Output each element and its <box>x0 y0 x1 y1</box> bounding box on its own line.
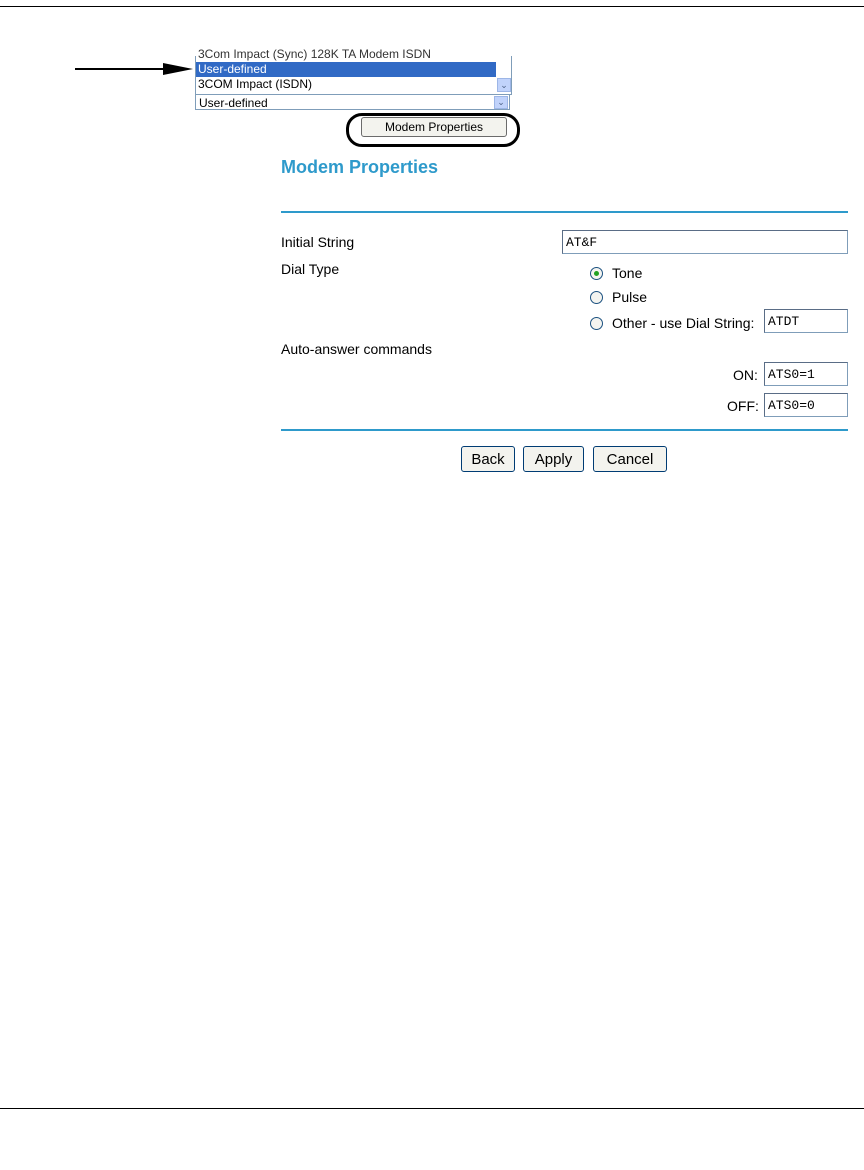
list-item[interactable]: 3Com Impact (Sync) 128K TA Modem ISDN <box>198 47 431 61</box>
modem-select[interactable] <box>195 94 510 110</box>
radio-pulse-label: Pulse <box>612 289 648 305</box>
callout-arrow <box>75 68 175 70</box>
radio-pulse[interactable] <box>590 291 603 304</box>
initial-string-input[interactable] <box>562 230 848 254</box>
modem-select-value: User-defined <box>199 96 268 110</box>
back-button[interactable]: Back <box>461 446 515 472</box>
auto-answer-label: Auto-answer commands <box>281 341 432 357</box>
radio-tone-label: Tone <box>612 265 643 281</box>
auto-answer-on-input[interactable] <box>764 362 848 386</box>
dial-type-tone-option[interactable] <box>590 264 642 282</box>
radio-tone[interactable] <box>590 267 603 280</box>
list-item[interactable]: 3COM Impact (ISDN) <box>198 77 313 91</box>
arrow-head-icon <box>163 63 193 75</box>
top-divider <box>0 6 864 7</box>
radio-other-label: Other - use Dial String: <box>612 315 755 331</box>
radio-other[interactable] <box>590 317 603 330</box>
dial-type-other-option[interactable] <box>590 314 754 332</box>
chevron-down-icon[interactable]: ⌄ <box>494 96 508 109</box>
bottom-divider <box>0 1108 864 1109</box>
list-item-selected[interactable]: User-defined <box>196 62 496 77</box>
scroll-down-icon[interactable]: ⌄ <box>497 78 511 92</box>
initial-string-label: Initial String <box>281 234 355 250</box>
apply-button[interactable]: Apply <box>523 446 584 472</box>
page-title: Modem Properties <box>281 157 439 177</box>
auto-answer-off-input[interactable] <box>764 393 848 417</box>
section-divider <box>281 211 848 213</box>
auto-answer-on-label: ON: <box>733 367 758 383</box>
dial-string-input[interactable] <box>764 309 848 333</box>
auto-answer-off-label: OFF: <box>727 398 759 414</box>
section-divider <box>281 429 848 431</box>
cancel-button[interactable]: Cancel <box>593 446 667 472</box>
dial-type-pulse-option[interactable] <box>590 288 647 306</box>
dial-type-label: Dial Type <box>281 261 340 277</box>
modem-properties-button[interactable]: Modem Properties <box>361 117 507 137</box>
modem-list[interactable] <box>195 47 512 95</box>
